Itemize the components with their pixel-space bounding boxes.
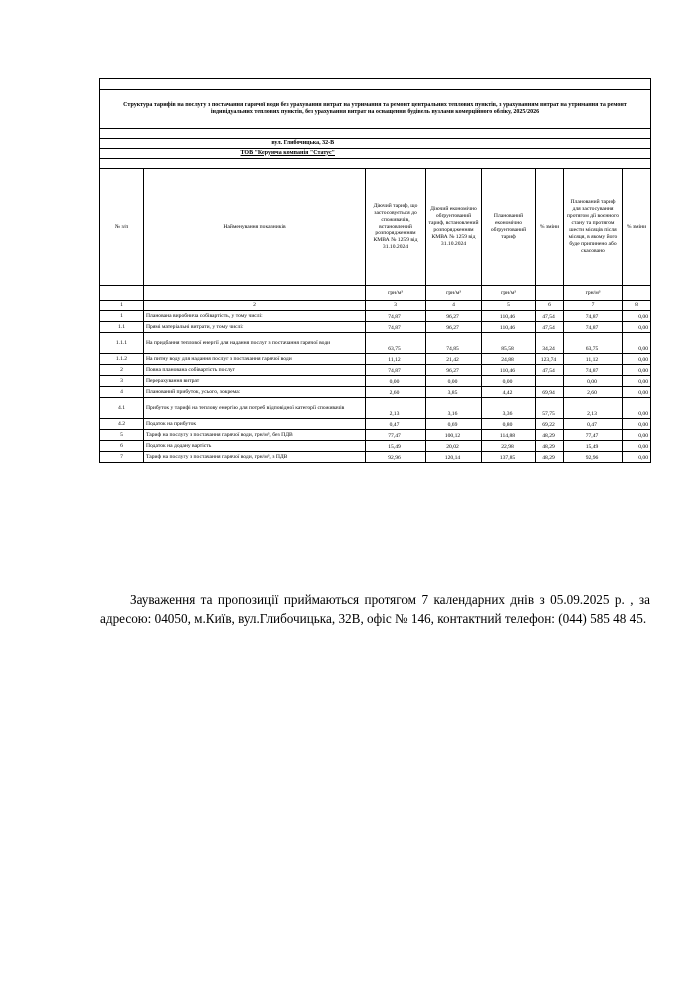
row-number: 4 [100, 387, 144, 398]
row-planned-wartime-tariff: 11,12 [564, 354, 623, 365]
table-row [100, 365, 651, 376]
row-change-pct: 48,29 [536, 452, 564, 463]
row-planned-econ-tariff: 24,88 [482, 354, 536, 365]
row-current-econ-tariff: 0,00 [426, 376, 482, 387]
unit-empty [536, 286, 564, 301]
row-number: 7 [100, 452, 144, 463]
unit-c7: грн/м³ [564, 286, 623, 301]
header-current-econ-tariff: Діючий економічно обґрунтований тариф, встановлений розпорядженням КМВА № 1259 від 31.10.2024 [426, 169, 482, 286]
row-change-pct: 47,54 [536, 311, 564, 322]
row-current-tariff: 74,87 [366, 365, 426, 376]
table-row [100, 430, 651, 441]
row-change-pct-2: 0,00 [623, 365, 651, 376]
address-label [100, 139, 366, 149]
sheet-top-row [100, 79, 651, 90]
row-planned-econ-tariff: 110,46 [482, 322, 536, 333]
address-text: вул. Глибочицька, 32-В [271, 139, 335, 146]
header-name: Найменування показників [144, 169, 366, 286]
row-planned-wartime-tariff: 0,00 [564, 376, 623, 387]
header-planned-econ-tariff: Планований економічно обґрунтований тариф [482, 169, 536, 286]
row-current-tariff: 74,87 [366, 322, 426, 333]
row-current-tariff: 2,60 [366, 387, 426, 398]
table-row [100, 322, 651, 333]
row-current-econ-tariff: 74,85 [426, 333, 482, 354]
blank-row [100, 159, 651, 169]
header-no: № з/п [100, 169, 144, 286]
header-current-tariff: Діючий тариф, що застосовується до споживачів, встановлений розпорядженням КМВА № 1259 від 31.10.2024 [366, 169, 426, 286]
row-name: Планована виробнича собівартість, у тому числі: [144, 311, 366, 322]
row-name: Планований прибуток, усього, зокрема: [144, 387, 366, 398]
blank-row [100, 129, 651, 139]
tariff-structure-sheet [99, 78, 650, 463]
row-change-pct: 34,24 [536, 333, 564, 354]
column-numbers-row [100, 301, 651, 311]
row-planned-econ-tariff: 110,46 [482, 365, 536, 376]
col-num: 1 [100, 301, 144, 311]
row-change-pct: 69,22 [536, 419, 564, 430]
table-row [100, 441, 651, 452]
row-current-tariff: 0,47 [366, 419, 426, 430]
table-body [100, 311, 651, 463]
units-row [100, 286, 651, 301]
row-current-econ-tariff: 21,42 [426, 354, 482, 365]
row-change-pct: 57,75 [536, 398, 564, 419]
row-planned-econ-tariff: 0,00 [482, 376, 536, 387]
row-current-econ-tariff: 96,27 [426, 322, 482, 333]
col-num: 6 [536, 301, 564, 311]
row-number: 5 [100, 430, 144, 441]
row-current-tariff: 63,75 [366, 333, 426, 354]
row-number: 4.1 [100, 398, 144, 419]
table-row [100, 311, 651, 322]
row-planned-wartime-tariff: 63,75 [564, 333, 623, 354]
row-name: Прямі матеріальні витрати, у тому числі: [144, 322, 366, 333]
row-planned-econ-tariff: 137,85 [482, 452, 536, 463]
row-current-econ-tariff: 96,27 [426, 311, 482, 322]
row-planned-wartime-tariff: 74,87 [564, 322, 623, 333]
unit-empty [623, 286, 651, 301]
row-planned-econ-tariff: 22,98 [482, 441, 536, 452]
row-current-tariff: 15,49 [366, 441, 426, 452]
row-change-pct-2: 0,00 [623, 419, 651, 430]
tariff-table [99, 78, 651, 463]
row-planned-econ-tariff: 0,80 [482, 419, 536, 430]
table-row [100, 333, 651, 354]
col-num: 8 [623, 301, 651, 311]
row-planned-wartime-tariff: 0,47 [564, 419, 623, 430]
row-planned-econ-tariff: 110,46 [482, 311, 536, 322]
row-planned-wartime-tariff: 2,13 [564, 398, 623, 419]
row-planned-wartime-tariff: 74,87 [564, 311, 623, 322]
row-planned-wartime-tariff: 92,96 [564, 452, 623, 463]
row-change-pct: 47,54 [536, 322, 564, 333]
row-planned-wartime-tariff: 15,49 [564, 441, 623, 452]
row-current-tariff: 77,47 [366, 430, 426, 441]
row-number: 1.1.1 [100, 333, 144, 354]
row-change-pct-2: 0,00 [623, 441, 651, 452]
header-change-pct-2: % зміни [623, 169, 651, 286]
col-num: 7 [564, 301, 623, 311]
header-change-pct: % зміни [536, 169, 564, 286]
row-number: 1 [100, 311, 144, 322]
col-num: 3 [366, 301, 426, 311]
row-name: Тариф на послугу з постачання гарячої води, грн/м³, з ПДВ [144, 452, 366, 463]
row-number: 2 [100, 365, 144, 376]
table-row [100, 376, 651, 387]
row-change-pct: 69,94 [536, 387, 564, 398]
row-planned-wartime-tariff: 74,87 [564, 365, 623, 376]
header-planned-wartime-tariff: Планований тариф для застосування протягом дії воєнного стану та протягом шести місяців після місяця, в якому його буде припинено або скасовано [564, 169, 623, 286]
table-row [100, 452, 651, 463]
column-headers [100, 169, 651, 286]
row-number: 1.1 [100, 322, 144, 333]
table-row [100, 354, 651, 365]
row-change-pct-2: 0,00 [623, 376, 651, 387]
unit-empty [144, 286, 366, 301]
row-change-pct: 47,54 [536, 365, 564, 376]
row-change-pct-2: 0,00 [623, 430, 651, 441]
unit-c5: грн/м³ [482, 286, 536, 301]
company-filler [366, 149, 651, 159]
table-row [100, 398, 651, 419]
address-filler [366, 139, 651, 149]
col-num: 5 [482, 301, 536, 311]
row-number: 4.2 [100, 419, 144, 430]
col-num: 2 [144, 301, 366, 311]
unit-c3: грн/м³ [366, 286, 426, 301]
row-number: 3 [100, 376, 144, 387]
row-name: Тариф на послугу з постачання гарячої води, грн/м³, без ПДВ [144, 430, 366, 441]
row-current-tariff: 2,13 [366, 398, 426, 419]
row-current-econ-tariff: 3,85 [426, 387, 482, 398]
company-label [100, 149, 366, 159]
table-row [100, 419, 651, 430]
row-current-tariff: 92,96 [366, 452, 426, 463]
row-number: 6 [100, 441, 144, 452]
row-change-pct-2: 0,00 [623, 387, 651, 398]
row-change-pct-2: 0,00 [623, 354, 651, 365]
unit-empty [100, 286, 144, 301]
col-num: 4 [426, 301, 482, 311]
row-change-pct: 48,29 [536, 441, 564, 452]
company-name: ТОВ "Керуюча компанія "Статус" [240, 149, 335, 156]
row-current-econ-tariff: 100,12 [426, 430, 482, 441]
row-change-pct-2: 0,00 [623, 333, 651, 354]
row-name: Податок на прибуток [144, 419, 366, 430]
row-planned-econ-tariff: 3,36 [482, 398, 536, 419]
row-current-econ-tariff: 120,14 [426, 452, 482, 463]
row-planned-econ-tariff: 85,58 [482, 333, 536, 354]
row-planned-econ-tariff: 114,88 [482, 430, 536, 441]
row-name: Прибуток у тарифі на теплову енергію для потреб відповідної категорії споживачів [144, 398, 366, 419]
row-current-econ-tariff: 20,02 [426, 441, 482, 452]
row-current-econ-tariff: 96,27 [426, 365, 482, 376]
document-title: Структура тарифів на послугу з постачання гарячої води без урахування витрат на утримання та ремонт центральних теплових пунктів, з урахуванням витрат на утримання та ремонт індивідуальних теплових пунктів, без урахування витрат на оснащення будівель вузлами комерційного обліку, 2025/2026 [100, 90, 651, 129]
row-planned-econ-tariff: 4,42 [482, 387, 536, 398]
table-row [100, 387, 651, 398]
row-current-econ-tariff: 3,16 [426, 398, 482, 419]
row-planned-wartime-tariff: 2,60 [564, 387, 623, 398]
row-current-econ-tariff: 0,69 [426, 419, 482, 430]
row-change-pct: 48,29 [536, 430, 564, 441]
row-change-pct: 123,74 [536, 354, 564, 365]
row-change-pct-2: 0,00 [623, 398, 651, 419]
unit-c4: грн/м³ [426, 286, 482, 301]
row-name: На питну воду для надання послуг з постачання гарячої води [144, 354, 366, 365]
row-change-pct [536, 376, 564, 387]
row-number: 1.1.2 [100, 354, 144, 365]
row-current-tariff: 11,12 [366, 354, 426, 365]
row-change-pct-2: 0,00 [623, 452, 651, 463]
row-change-pct-2: 0,00 [623, 322, 651, 333]
row-name: Податок на додану вартість [144, 441, 366, 452]
row-name: Перерахування витрат [144, 376, 366, 387]
row-name: На придбання теплової енергії для надання послуг з постачання гарячої води [144, 333, 366, 354]
row-name: Повна планована собівартість послуг [144, 365, 366, 376]
row-current-tariff: 0,00 [366, 376, 426, 387]
comments-note: Зауваження та пропозиції приймаються протягом 7 календарних днів з 05.09.2025 р. , за адресою: 04050, м.Київ, вул.Глибочицька, 32В, офіс № 146, контактний телефон: (044) 585 48 45. [100, 592, 650, 626]
row-change-pct-2: 0,00 [623, 311, 651, 322]
row-current-tariff: 74,87 [366, 311, 426, 322]
row-planned-wartime-tariff: 77,47 [564, 430, 623, 441]
